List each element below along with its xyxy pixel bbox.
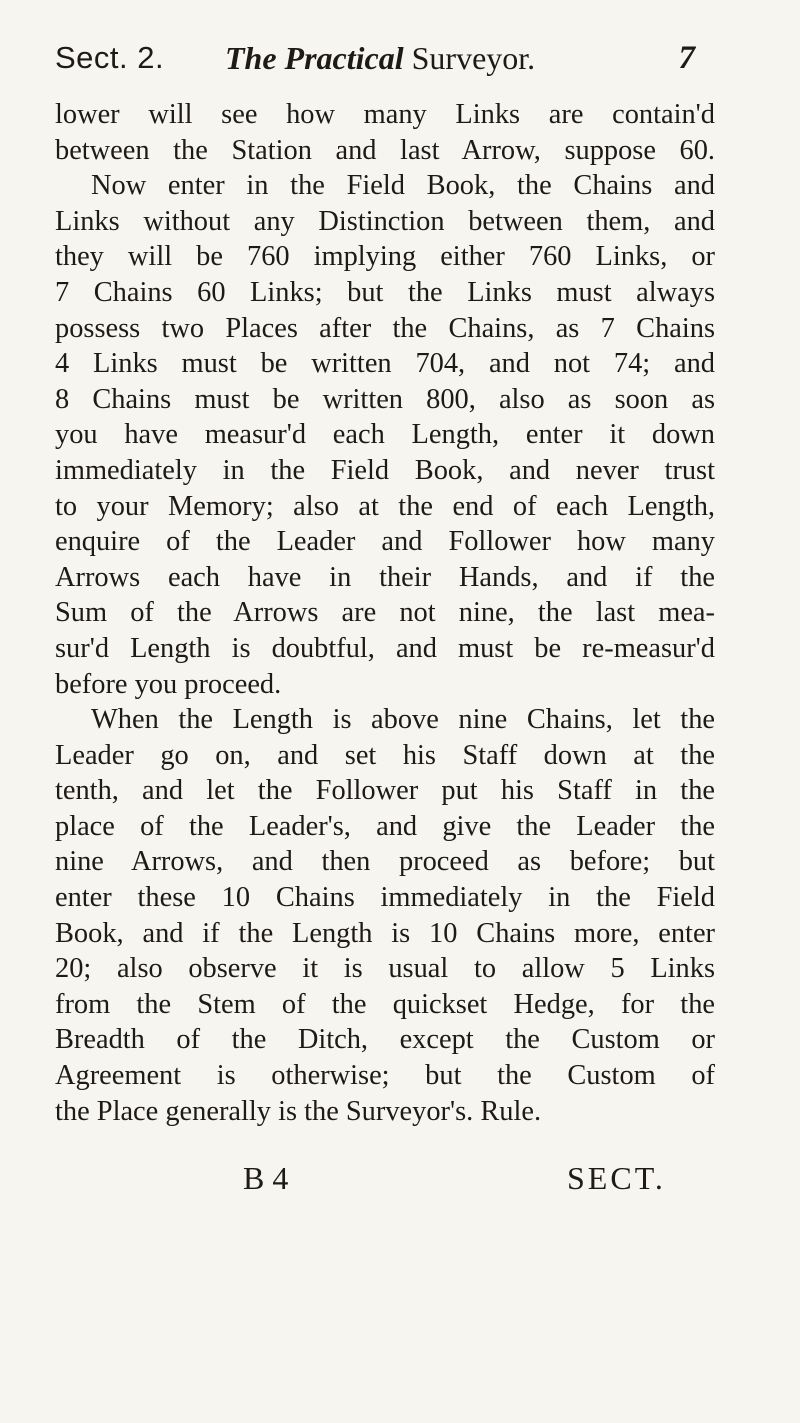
text-line: the Place generally is the Surveyor's. Rule. [55, 1095, 542, 1127]
text-line: Breadth of the Ditch, except the Custom or [55, 1024, 715, 1056]
text-line: When the Length is above nine Chains, let the [91, 704, 715, 736]
text-line: lower will see how many Links are contain'd [55, 99, 715, 130]
text-line: enquire of the Leader and Follower how many [55, 526, 715, 558]
book-title [225, 40, 535, 77]
text-line: Leader go on, and set his Staff down at the [55, 739, 715, 771]
text-line: 20; also observe it is usual to allow 5 Links [55, 953, 715, 985]
text-line: place of the Leader's, and give the Leader the [55, 810, 715, 842]
text-line: Agreement is otherwise; but the Custom of [55, 1060, 715, 1092]
text-line: Sum of the Arrows are not nine, the last mea- [55, 597, 715, 629]
text-line: 8 Chains must be written 800, also as soon as [55, 383, 715, 415]
text-line: Arrows each have in their Hands, and if the [55, 561, 715, 593]
text-line: possess two Places after the Chains, as 7 Chains [55, 312, 715, 344]
text-line: Links without any Distinction between them, and [55, 205, 715, 237]
text-line: you have measur'd each Length, enter it down [55, 419, 715, 451]
running-head [55, 40, 695, 92]
page-number: 7 [678, 40, 695, 76]
text-line: Now enter in the Field Book, the Chains and [91, 170, 715, 202]
text-line: 7 Chains 60 Links; but the Links must always [55, 276, 715, 308]
text-line: 4 Links must be written 704, and not 74; and [55, 348, 715, 380]
text-line: they will be 760 implying either 760 Links, or [55, 241, 715, 273]
book-title-roman: Surveyor. [411, 40, 536, 76]
text-line: nine Arrows, and then proceed as before; but [55, 846, 715, 878]
text-line: between the Station and last Arrow, suppose 60. [55, 134, 715, 166]
catchword: SECT. [567, 1160, 666, 1196]
text-line: immediately in the Field Book, and never trust [55, 454, 715, 486]
text-line: sur'd Length is doubtful, and must be re-measur'd [55, 632, 715, 664]
text-line: enter these 10 Chains immediately in the Field [55, 882, 715, 914]
book-title-italic: The Practical [225, 40, 404, 76]
text-line: tenth, and let the Follower put his Staff in the [55, 775, 715, 807]
section-number: Sect. 2. [55, 40, 165, 75]
signature-mark: B 4 [243, 1160, 289, 1196]
text-line: from the Stem of the quickset Hedge, for the [55, 988, 715, 1020]
body-text [55, 97, 715, 1129]
text-line: before you proceed. [55, 668, 282, 700]
page-footer [0, 1160, 800, 1210]
text-line: Book, and if the Length is 10 Chains more, enter [55, 917, 715, 949]
text-line: to your Memory; also at the end of each Length, [55, 490, 715, 522]
